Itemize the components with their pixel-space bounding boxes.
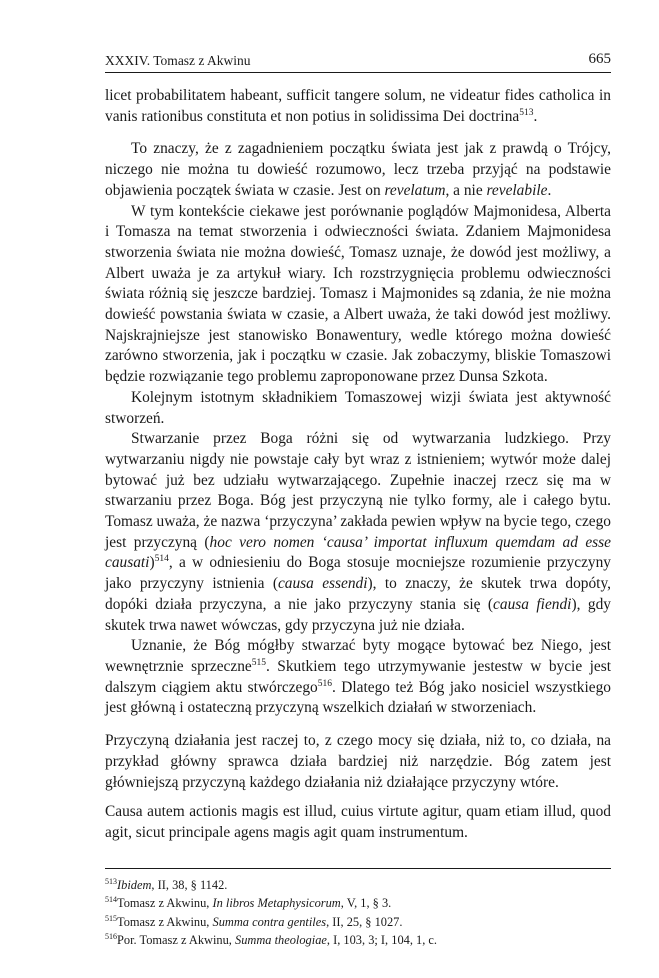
term-causa-essendi: causa essendi	[277, 575, 368, 593]
paragraph-comparison: W tym kontekście ciekawe jest porównanie poglądów Majmonidesa, Alberta i Tomasza na temat stworzenia i odwieczności świata. Zdaniem Majmonidesa stworzenia świata nie można dowieść, Tomasz uznaje, że dowód jest możliwy, a Albert uważa je za artykuł wiary. Ich rozstrzygnięcia problemu odwieczności świata różnią się jeszcze bardziej. Tomasz i Majmonides są zdania, że nie można dowieść powstania świata w czasie, a Albert uważa, że taki dowód jest możliwy. Najskrajniejsze jest stanowisko Bonawentury, wedle którego można dowieść zarówno stworzenia, jak i początku w czasie. Jak zobaczymy, bliskie Tomaszowi będzie rozwiązanie tego problemu zaproponowane przez Dunsa Szkota.	[105, 202, 611, 386]
footnote-ref-513: 513	[519, 107, 534, 118]
paragraph-revelation: To znaczy, że z zagadnieniem początku świata jest jak z prawdą o Trójcy, niczego nie można tu dowieść rozumowo, lecz trzeba przyjąć na podstawie objawienia początek świata w czasie. Jest on revelatum, a nie revelabile.	[105, 140, 611, 199]
footnote-514: $^{514}$Tomasz z Akwinu, In libros Metaphysicorum, V, 1, § 3.	[105, 895, 392, 911]
footnote-ref-515: 515	[251, 657, 266, 668]
running-title: XXXIV. Tomasz z Akwinu	[105, 53, 251, 68]
latin-quote-paragraph: licet probabilitatem habeant, sufficit tangere solum, ne videatur fides catholica in vanis rationibus constituta et non potius in solidissima Dei doctrina$^{513}$.	[105, 87, 611, 125]
footnote-ref-516: 516	[317, 678, 333, 689]
polish-quote-paragraph: Przyczyną działania jest raczej to, z czego mocy się działa, niż to, co działa, na przykład główny sprawca działa bardziej niż narzędzie. Bóg zatem jest główniejszą przyczyną każdego działania niż działające przyczyny wtóre.	[105, 732, 611, 791]
term-causa-fiendi: causa fiendi	[493, 595, 572, 613]
running-header	[105, 48, 611, 73]
page-number: 665	[588, 51, 611, 67]
term-revelabile: revelabile	[486, 181, 548, 199]
footnotes	[105, 876, 611, 950]
footnote-515: $^{515}$Tomasz z Akwinu, Summa contra gentiles, II, 25, § 1027.	[105, 913, 403, 929]
latin-quote-paragraph-2: Causa autem actionis magis est illud, cuius virtute agitur, quam etiam illud, quod agit, sicut principale agens magis agit quam instrumentum.	[105, 803, 611, 841]
term-revelatum: revelatum	[384, 181, 446, 199]
footnote-divider	[105, 868, 611, 869]
footnote-513: $^{513}$Ibidem, II, 38, § 1142.	[105, 876, 228, 892]
main-text	[105, 86, 611, 844]
paragraph-creation: Stwarzanie przez Boga różni się od wytwarzania ludzkiego. Przy wytwarzaniu nigdy nie powstaje cały byt wraz z istnieniem; wytwór może dalej bytować już bez udziału wytwarzającego. Zupełnie inaczej rzecz się ma w stwarzaniu przez Boga. Bóg jest przyczyną nie tylko formy, ale i całego bytu. Tomasz uważa, że nazwa ‘przyczyna’ zakłada pewien wpływ na bycie tego, czego jest przyczyną (hoc vero nomen ‘causa’ importat influxum quemdam ad esse causati)$^{514}$, a w odniesieniu do Boga stosuje mocniejsze rozumienie przyczyny jako przyczyny istnienia (causa essendi), to znaczy, że skutek trwa dopóty, dopóki działa przyczyna, a nie jako przyczyny stania się (causa fiendi), gdy skutek trwa nawet wówczas, gdy przyczyna już nie działa.	[105, 430, 611, 634]
paragraph-activity: Kolejnym istotnym składnikiem Tomaszowej wizji świata jest aktywność stworzeń.	[105, 388, 611, 427]
latin-quote-block	[105, 86, 611, 127]
paragraph-conservation: Uznanie, że Bóg mógłby stwarzać byty mogące bytować bez Niego, jest wewnętrznie sprzeczne$^{515}$. Skutkiem tego utrzymywanie jestestw w bycie jest dalszym ciągiem aktu stwórczego$^{516}$. Dlatego też Bóg jako nosiciel wszystkiego jest główną i ostateczną przyczyną wszelkich działań w stworzeniach.	[105, 637, 611, 717]
latin-quote-block-2	[105, 802, 611, 843]
latin-phrase-causa: hoc vero nomen ‘causa’ importat influxum quemdam ad esse causati	[105, 533, 611, 572]
polish-quote-block	[105, 731, 611, 793]
footnote-ref-514: 514	[154, 554, 169, 565]
footnote-516: $^{516}$Por. Tomasz z Akwinu, Summa theologiae, I, 103, 3; I, 104, 1, c.	[105, 932, 438, 948]
